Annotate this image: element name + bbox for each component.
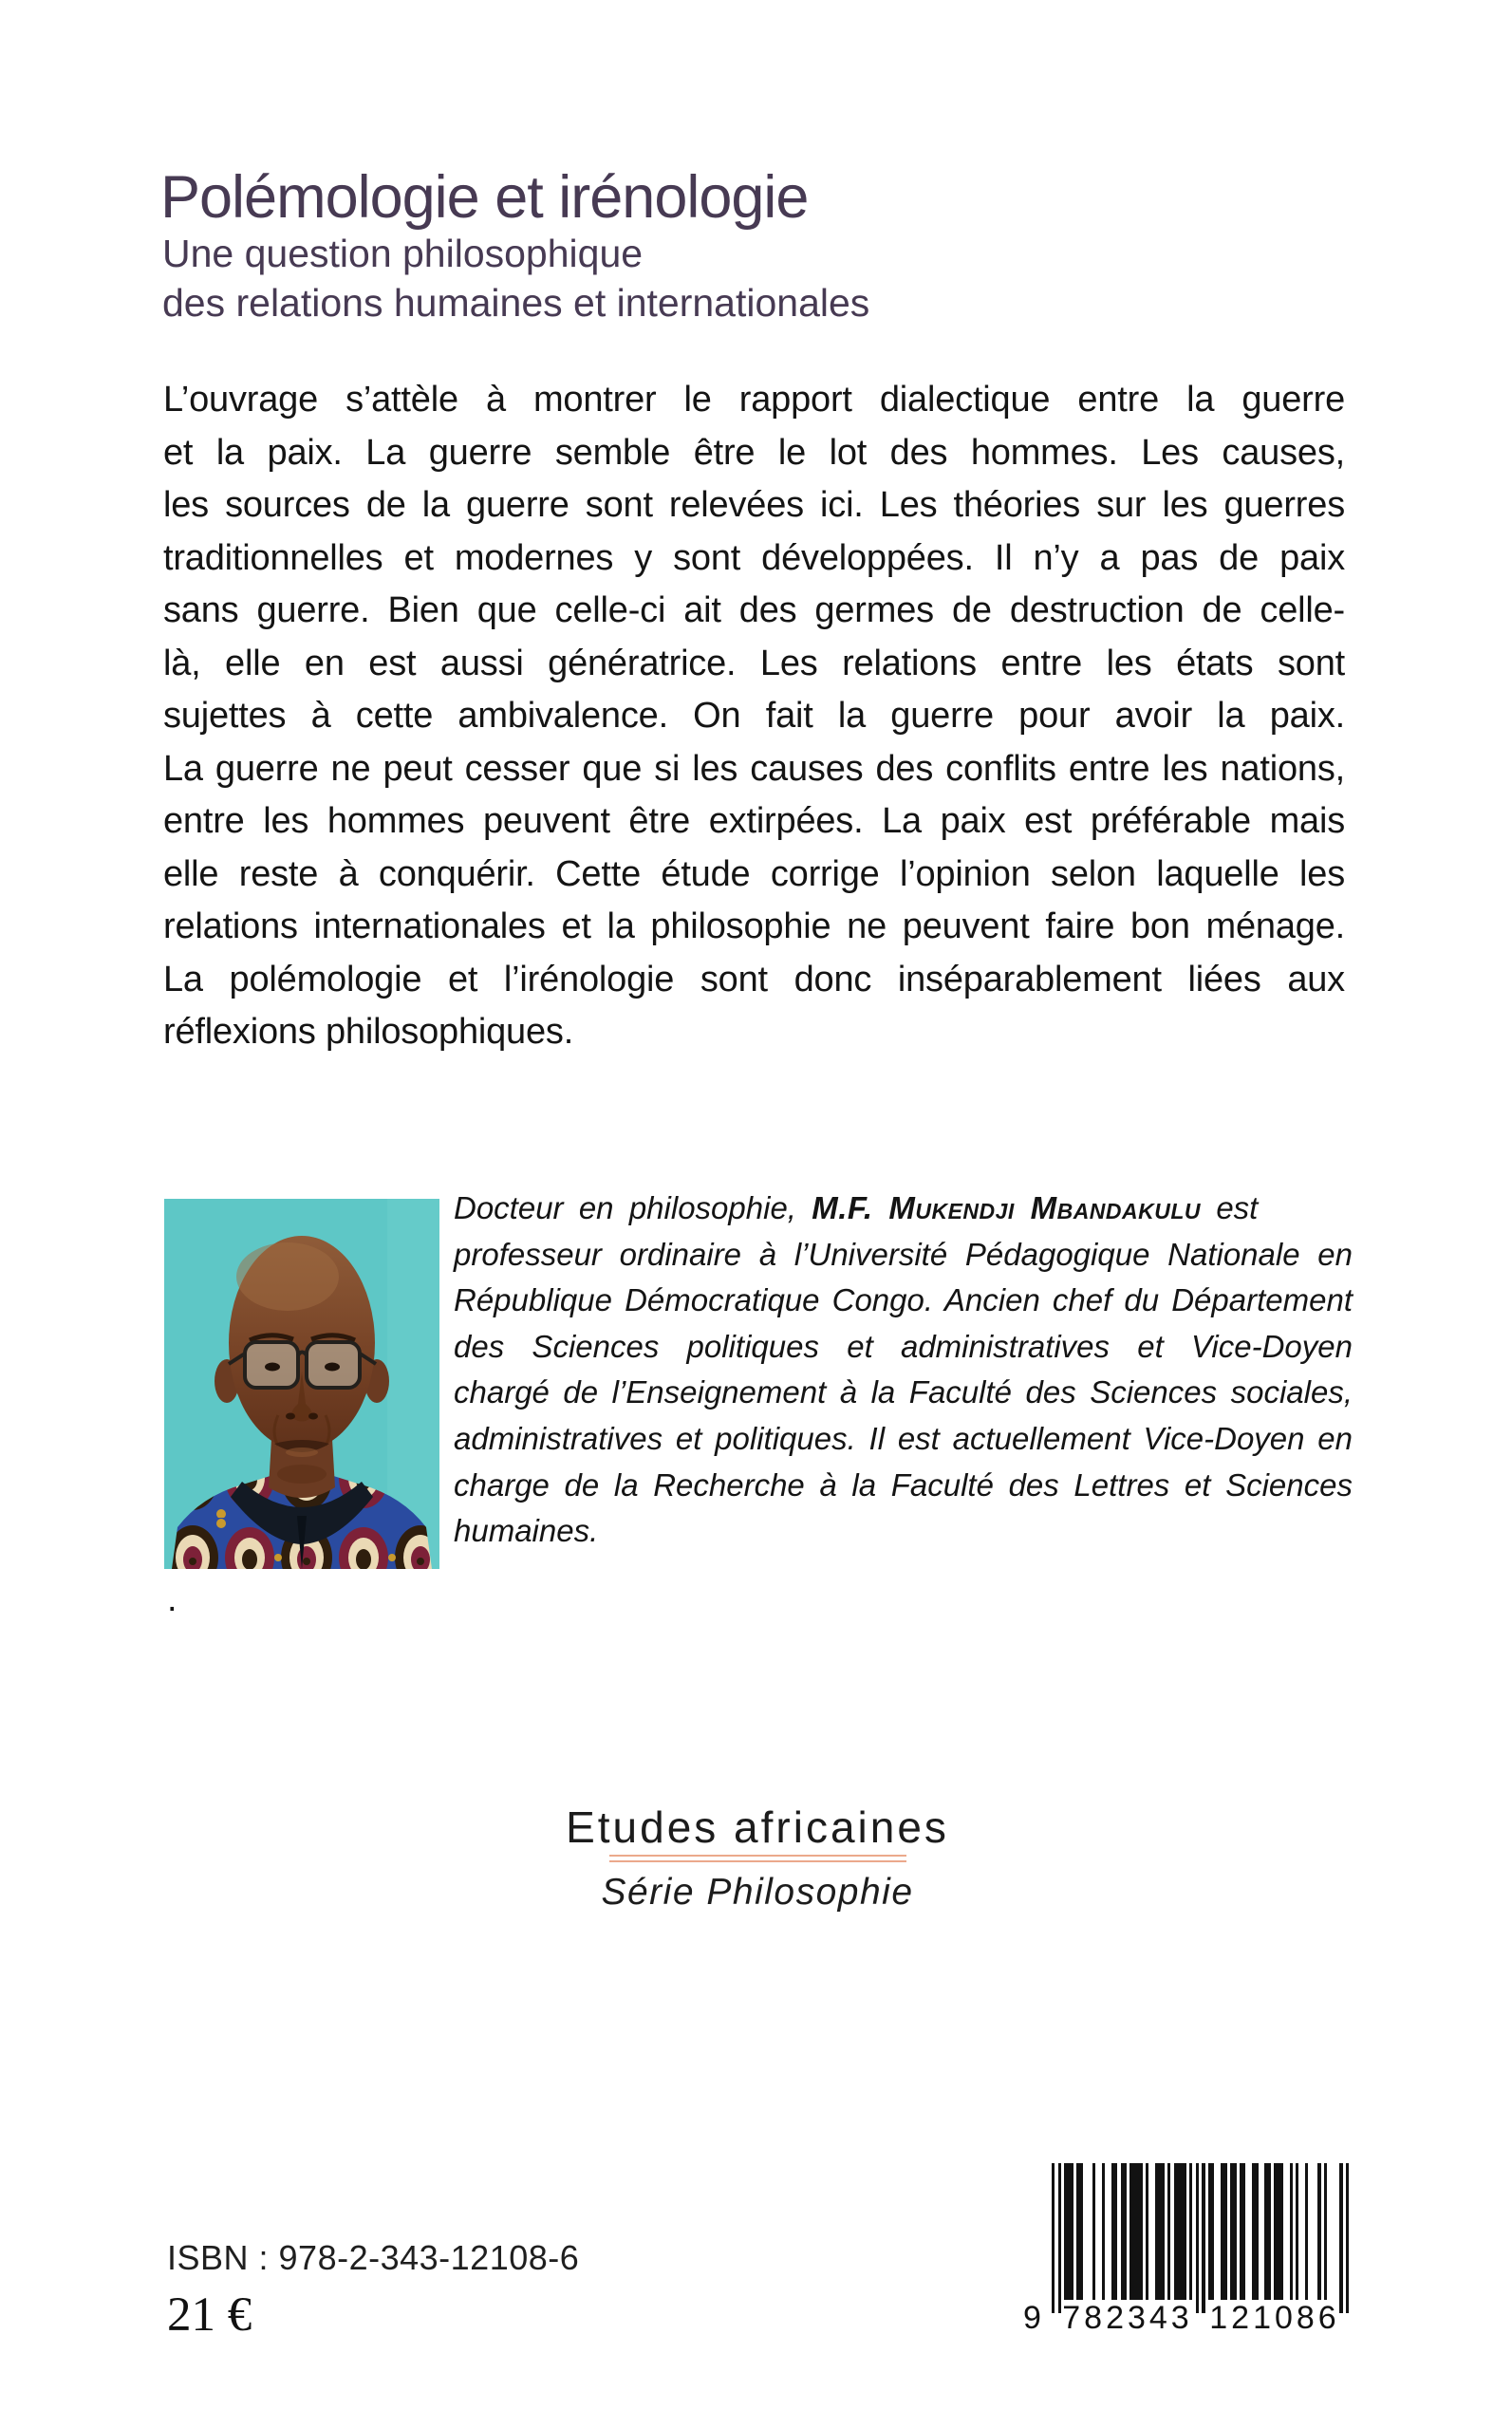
synopsis-line: elle reste à conquérir. Cette étude corrige l’opinion selon laquelle les xyxy=(163,853,1345,894)
barcode-digits-right: 121086 xyxy=(1209,2300,1340,2336)
isbn-text: ISBN : 978-2-343-12108-6 xyxy=(167,2238,580,2277)
synopsis-line: sujettes à cette ambivalence. On fait la guerre pour avoir la paix. xyxy=(163,696,1345,736)
collection-name: Etudes africaines xyxy=(566,1802,949,1852)
synopsis-paragraph xyxy=(163,380,1345,1065)
synopsis-line: là, elle en est aussi génératrice. Les relations entre les états sont xyxy=(163,643,1345,683)
bio-line: des Sciences politiques et administratives et Vice-Doyen xyxy=(454,1328,1353,1364)
bio-line: professeur ordinaire à l’Université Pédagogique Nationale en xyxy=(454,1236,1353,1272)
barcode-digit-first: 9 xyxy=(1023,2300,1041,2336)
collection-series: Série Philosophie xyxy=(601,1872,914,1913)
book-title: Polémologie et irénologie xyxy=(160,164,809,232)
synopsis-line: entre les hommes peuvent être extirpées. La paix est préférable mais xyxy=(163,801,1345,841)
synopsis-line: sans guerre. Bien que celle-ci ait des germes de destruction de celle- xyxy=(163,590,1345,630)
bio-line: humaines. xyxy=(454,1513,599,1549)
synopsis-line: et la paix. La guerre semble être le lot des hommes. Les causes, xyxy=(163,432,1345,473)
author-name: M.F. Mukendji Mbandakulu xyxy=(812,1190,1202,1225)
price-text: 21 € xyxy=(167,2288,252,2342)
subtitle-line-2: des relations humaines et internationales xyxy=(162,281,870,325)
author-photo xyxy=(164,1199,439,1569)
synopsis-line: les sources de la guerre sont relevées ici. Les théories sur les guerres xyxy=(163,485,1345,525)
bio-line: chargé de l’Enseignement à la Faculté des Sciences sociales, xyxy=(454,1374,1353,1410)
author-bio xyxy=(454,1190,1353,1559)
bio-line: charge de la Recherche à la Faculté des Lettres et Sciences xyxy=(454,1466,1353,1503)
bio-line: administratives et politiques. Il est actuellement Vice-Doyen en xyxy=(454,1420,1353,1456)
collection-divider-rule xyxy=(609,1855,906,1862)
synopsis-line: L’ouvrage s’attèle à montrer le rapport dialectique entre la guerre xyxy=(163,380,1345,420)
synopsis-line: traditionnelles et modernes y sont développées. Il n’y a pas de paix xyxy=(163,537,1345,578)
synopsis-line: relations internationales et la philosophie ne peuvent faire bon ménage. xyxy=(163,906,1345,946)
subtitle-line-1: Une question philosophique xyxy=(162,232,644,275)
bio-text: est xyxy=(1201,1190,1259,1225)
book-subtitle xyxy=(162,229,1358,327)
barcode-module xyxy=(1346,2163,1349,2313)
bio-line xyxy=(454,1190,1353,1237)
synopsis-line: La polémologie et l’irénologie sont donc inséparablement liées aux xyxy=(163,959,1345,999)
synopsis-line: La guerre ne peut cesser que si les causes des conflits entre les nations, xyxy=(163,748,1345,789)
ean13-barcode xyxy=(1023,2163,1352,2340)
orphan-period: . xyxy=(167,1579,177,1619)
barcode-digits-left: 782343 xyxy=(1062,2300,1193,2336)
synopsis-line: réflexions philosophiques. xyxy=(163,1012,574,1052)
bio-text: Docteur en philosophie, xyxy=(454,1190,812,1225)
barcode-bars xyxy=(1052,2163,1349,2313)
bio-line: République Démocratique Congo. Ancien chef du Département xyxy=(454,1282,1353,1318)
